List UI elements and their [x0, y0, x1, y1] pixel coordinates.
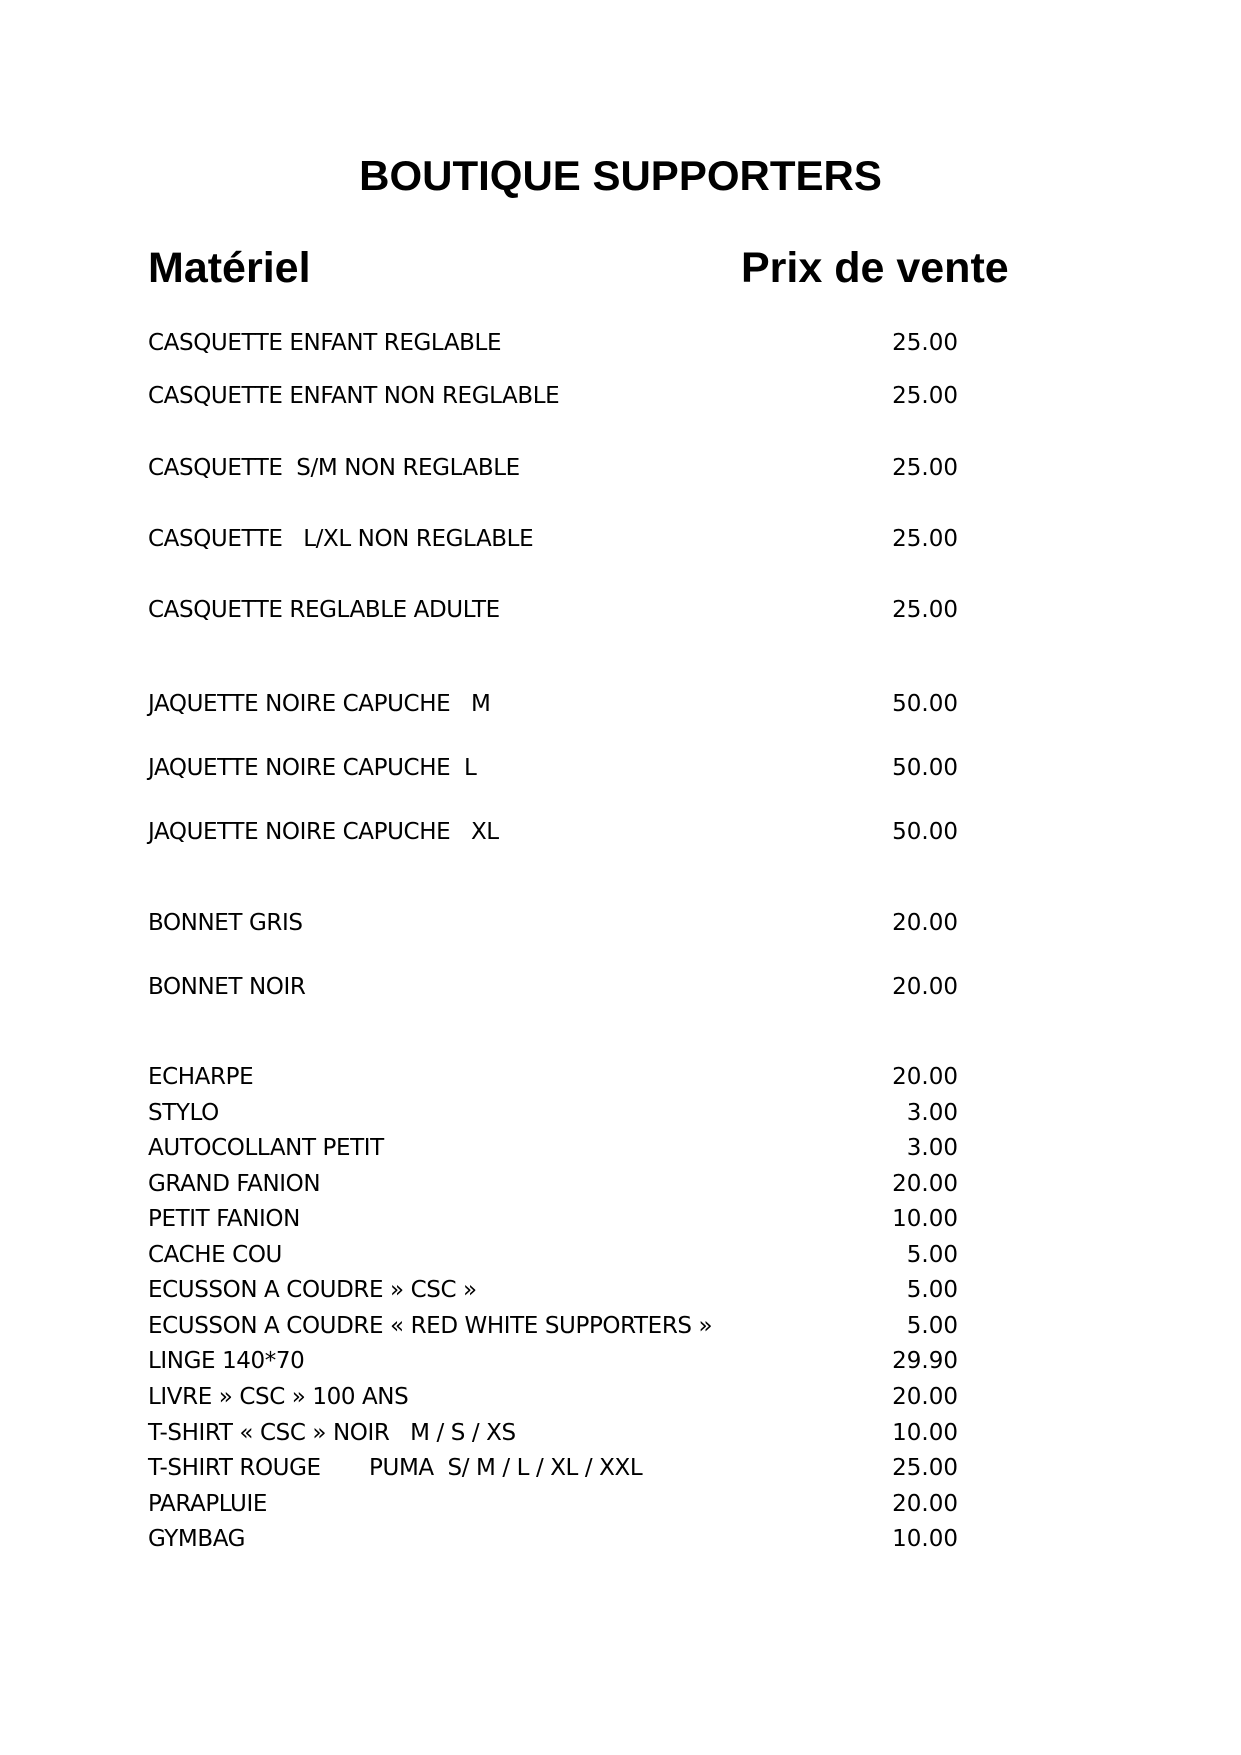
item-name: CASQUETTE L/XL NON REGLABLE	[148, 526, 534, 552]
list-item	[148, 751, 958, 785]
item-price: 25.00	[892, 1455, 958, 1481]
item-name: JAQUETTE NOIRE CAPUCHE XL	[148, 819, 499, 845]
list-item	[148, 1416, 958, 1450]
list-item	[148, 451, 958, 485]
item-price: 25.00	[892, 383, 958, 409]
item-price: 25.00	[892, 526, 958, 552]
item-name: T-SHIRT « CSC » NOIR M / S / XS	[148, 1420, 516, 1446]
list-item	[148, 1487, 958, 1521]
item-price: 20.00	[892, 1384, 958, 1410]
item-name: GRAND FANION	[148, 1171, 321, 1197]
item-name: AUTOCOLLANT PETIT	[148, 1135, 384, 1161]
column-header-item: Matériel	[148, 244, 311, 292]
list-item	[148, 522, 958, 556]
item-price: 25.00	[892, 455, 958, 481]
item-name: ECUSSON A COUDRE » CSC »	[148, 1277, 477, 1303]
list-item	[148, 379, 958, 413]
list-item	[148, 1167, 958, 1201]
item-name: BONNET GRIS	[148, 910, 303, 936]
item-name: PETIT FANION	[148, 1206, 300, 1232]
item-price: 10.00	[892, 1526, 958, 1552]
list-item	[148, 815, 958, 849]
item-price: 10.00	[892, 1420, 958, 1446]
list-item	[148, 1344, 958, 1378]
item-price: 20.00	[892, 1491, 958, 1517]
list-item	[148, 1522, 958, 1556]
list-item	[148, 593, 958, 627]
item-price: 5.00	[906, 1277, 958, 1303]
item-name: CASQUETTE ENFANT NON REGLABLE	[148, 383, 560, 409]
list-item	[148, 1380, 958, 1414]
list-item	[148, 1131, 958, 1165]
item-name: ECUSSON A COUDRE « RED WHITE SUPPORTERS »	[148, 1313, 713, 1339]
item-price: 20.00	[892, 1171, 958, 1197]
item-price: 20.00	[892, 910, 958, 936]
page-title: BOUTIQUE SUPPORTERS	[359, 152, 882, 199]
item-price: 50.00	[892, 755, 958, 781]
item-price: 5.00	[906, 1313, 958, 1339]
list-item	[148, 326, 958, 360]
item-name: LINGE 140*70	[148, 1348, 305, 1374]
item-price: 3.00	[906, 1100, 958, 1126]
item-price: 20.00	[892, 1064, 958, 1090]
item-name: JAQUETTE NOIRE CAPUCHE M	[148, 691, 491, 717]
item-name: GYMBAG	[148, 1526, 246, 1552]
item-name: PARAPLUIE	[148, 1491, 268, 1517]
item-name: CASQUETTE REGLABLE ADULTE	[148, 597, 500, 623]
item-price: 50.00	[892, 819, 958, 845]
list-item	[148, 906, 958, 940]
list-item	[148, 1202, 958, 1236]
item-price: 5.00	[906, 1242, 958, 1268]
item-name: CACHE COU	[148, 1242, 282, 1268]
list-item	[148, 687, 958, 721]
item-name: STYLO	[148, 1100, 219, 1126]
list-item	[148, 1238, 958, 1272]
item-price: 20.00	[892, 974, 958, 1000]
item-price: 3.00	[906, 1135, 958, 1161]
item-name: LIVRE » CSC » 100 ANS	[148, 1384, 409, 1410]
list-item	[148, 1096, 958, 1130]
list-item	[148, 1451, 958, 1485]
item-name: JAQUETTE NOIRE CAPUCHE L	[148, 755, 477, 781]
item-name: CASQUETTE ENFANT REGLABLE	[148, 330, 502, 356]
list-item	[148, 1060, 958, 1094]
item-name: ECHARPE	[148, 1064, 254, 1090]
item-name: BONNET NOIR	[148, 974, 306, 1000]
column-header-price: Prix de vente	[741, 244, 1009, 292]
list-item	[148, 1309, 958, 1343]
item-price: 10.00	[892, 1206, 958, 1232]
item-name: T-SHIRT ROUGE PUMA S/ M / L / XL / XXL	[148, 1455, 643, 1481]
item-price: 29.90	[892, 1348, 958, 1374]
item-name: CASQUETTE S/M NON REGLABLE	[148, 455, 520, 481]
item-price: 50.00	[892, 691, 958, 717]
item-price: 25.00	[892, 597, 958, 623]
list-item	[148, 970, 958, 1004]
list-item	[148, 1273, 958, 1307]
item-price: 25.00	[892, 330, 958, 356]
